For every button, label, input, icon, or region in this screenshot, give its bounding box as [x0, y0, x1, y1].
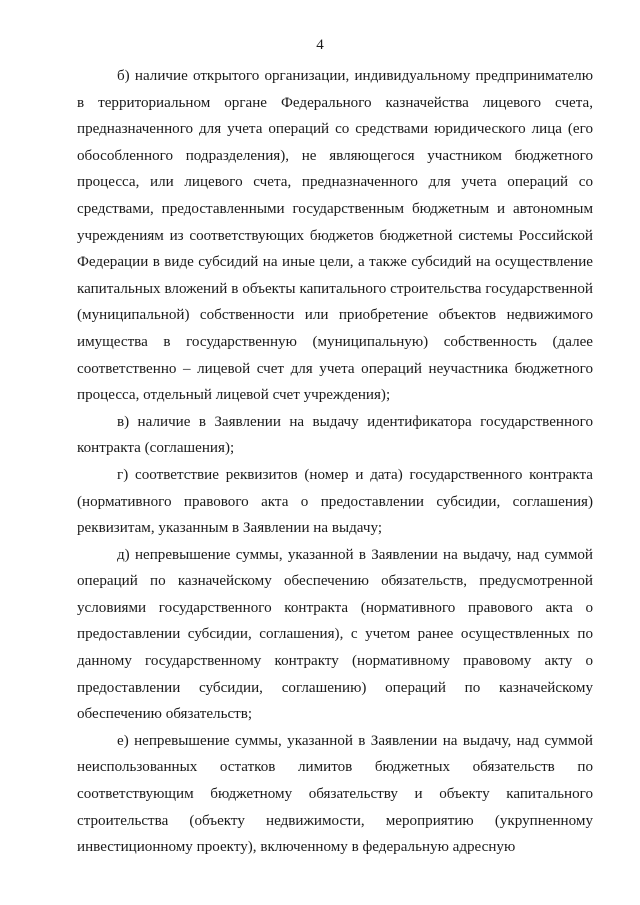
document-body: [77, 63, 593, 861]
paragraph-b: б) наличие открытого организации, индивидуальному предпринимателю в территориальном органе Федерального казначейства лицевого счета, предназначенного для учета операций со средствами юридического лица (его обособленного подразделения), не являющегося участником бюджетного процесса, или лицевого счета, предназначенного для учета операций со средствами, предоставленными государственным бюджетным и автономным учреждениям из соответствующих бюджетов бюджетной системы Российской Федерации в виде субсидий на иные цели, а также субсидий на осуществление капитальных вложений в объекты капитального строительства государственной (муниципальной) собственности или приобретение объектов недвижимого имущества в государственную (муниципальную) собственность (далее соответственно – лицевой счет для учета операций неучастника бюджетного процесса, отдельный лицевой счет учреждения);: [77, 68, 593, 404]
paragraph-d: д) непревышение суммы, указанной в Заявлении на выдачу, над суммой операций по казначейскому обеспечению обязательств, предусмотренной условиями государственного контракта (нормативного правового акта о предоставлении субсидии, соглашения), с учетом ранее осуществленных по данному государственному контракту (нормативному правовому акту о предоставлении субсидии, соглашению) операций по казначейскому обеспечению обязательств;: [77, 546, 593, 723]
paragraph-g: г) соответствие реквизитов (номер и дата) государственного контракта (нормативного правового акта о предоставлении субсидии, соглашения) реквизитам, указанным в Заявлении на выдачу;: [77, 466, 593, 537]
page-number: 4: [316, 37, 324, 53]
paragraph-v: в) наличие в Заявлении на выдачу идентификатора государственного контракта (соглашения);: [77, 413, 593, 457]
paragraph-e: е) непревышение суммы, указанной в Заявлении на выдачу, над суммой неиспользованных остатков лимитов бюджетных обязательств по соответствующим бюджетному обязательству и объекту капитального строительства (объекту недвижимости, мероприятию (укрупненному инвестиционному проекту), включенному в федеральную адресную: [77, 732, 593, 856]
